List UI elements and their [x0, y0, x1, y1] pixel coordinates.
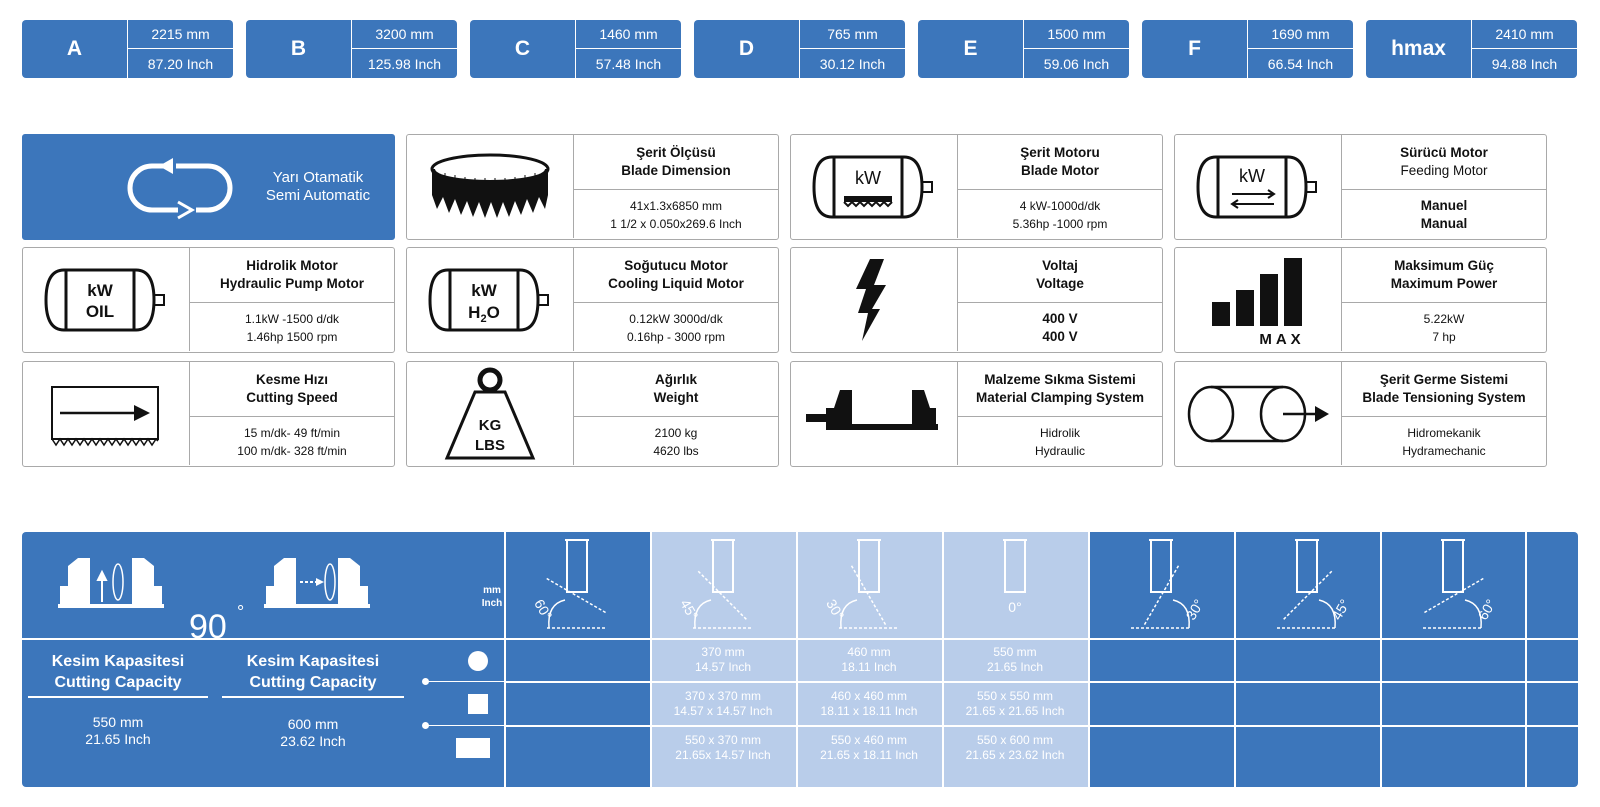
blade-tensioning-card — [1174, 361, 1547, 467]
capacity-cell-rect: 550 x 600 mm 21.65 x 23.62 Inch — [965, 732, 1065, 762]
cutting-speed-card — [22, 361, 395, 467]
dimension-e — [918, 20, 1129, 78]
horizontal-clamp-icon — [262, 554, 372, 610]
hydraulic-motor-icon — [36, 265, 176, 335]
capacity-value-right: 600 mm 23.62 Inch — [280, 716, 346, 749]
svg-text:kW: kW — [1239, 165, 1265, 186]
svg-text:kW: kW — [471, 280, 497, 300]
dimension-inch: 87.20 Inch — [147, 55, 214, 72]
feeding-motor-values: Manuel Manual — [1420, 197, 1468, 231]
cooling-motor-title: Soğutucu Motor Cooling Liquid Motor — [574, 248, 778, 303]
dimension-letter: C — [514, 37, 531, 60]
dimension-mm: 2410 mm — [1472, 20, 1577, 49]
dimension-mm: 1460 mm — [576, 20, 681, 49]
angle-label: 45° — [677, 596, 702, 623]
angle-label: 60° — [1474, 596, 1499, 623]
capacity-cell-square: 370 x 370 mm 14.57 x 14.57 Inch — [673, 688, 773, 718]
cutting-speed-values: 15 m/dk- 49 ft/min 100 m/dk- 328 ft/min — [237, 425, 347, 458]
tensioning-icon — [1183, 381, 1333, 447]
dimension-b — [246, 20, 457, 78]
dimension-letter: E — [963, 37, 978, 60]
angle-diagram-2 — [796, 532, 942, 638]
dimension-letter: D — [738, 37, 755, 60]
angle-label: 30° — [1182, 596, 1207, 623]
dimension-letter: A — [66, 37, 83, 60]
angle-label: 0° — [1008, 599, 1022, 615]
clamping-title: Malzeme Sıkma Sistemi Material Clamping System — [958, 362, 1162, 417]
angle-90-label: 90 — [189, 608, 227, 646]
capacity-cell-round: 550 mm 21.65 Inch — [986, 644, 1044, 674]
svg-text:MAX: MAX — [1259, 330, 1305, 348]
dimension-letter: B — [290, 37, 307, 60]
angle-label: 45° — [1328, 596, 1353, 623]
capacity-cell-rect: 550 x 370 mm 21.65x 14.57 Inch — [675, 732, 771, 762]
max-power-title: Maksimum Güç Maximum Power — [1342, 248, 1546, 303]
dimension-letter: F — [1188, 37, 1201, 60]
hydraulic-motor-card — [22, 247, 395, 353]
angle-degree-symbol: ° — [237, 602, 245, 622]
angle-diagram-4 — [1088, 532, 1234, 638]
capacity-cell-rect: 550 x 460 mm 21.65 x 18.11 Inch — [820, 732, 918, 762]
dimension-inch: 30.12 Inch — [819, 55, 886, 72]
rectangle-section-icon — [456, 738, 490, 758]
voltage-values: 400 V 400 V — [1042, 310, 1078, 344]
weight-title: Ağırlık Weight — [574, 362, 778, 417]
feeding-motor-card — [1174, 134, 1547, 240]
cutting-speed-icon — [46, 379, 166, 449]
capacity-cell-square: 550 x 550 mm 21.65 x 21.65 Inch — [965, 688, 1065, 718]
svg-text:H2O: $H_2O$ — [468, 302, 500, 325]
cutting-capacity-table — [22, 532, 1578, 787]
dimension-inch: 59.06 Inch — [1043, 55, 1110, 72]
dimension-mm: 3200 mm — [352, 20, 457, 49]
svg-text:LBS: LBS — [475, 436, 505, 454]
blade-dimension-values: 41x1.3x6850 mm 1 1/2 x 0.050x269.6 Inch — [610, 198, 742, 231]
dimension-mm: 1500 mm — [1024, 20, 1129, 49]
hydraulic-motor-title: Hidrolik Motor Hydraulic Pump Motor — [190, 248, 394, 303]
mode-label: Yarı Otamatik Semi Automatic — [265, 169, 371, 204]
power-bars-icon — [1198, 252, 1318, 348]
cooling-motor-icon — [420, 265, 560, 335]
blade-motor-values: 4 kW-1000d/dk 5.36hp -1000 rpm — [1012, 198, 1108, 231]
vertical-clamp-icon — [56, 554, 166, 610]
cycle-arrows-icon — [118, 150, 248, 228]
angle-label: 60° — [531, 596, 556, 623]
dimension-inch: 57.48 Inch — [595, 55, 662, 72]
blade-tensioning-title: Şerit Germe Sistemi Blade Tensioning System — [1342, 362, 1546, 417]
angle-diagram-0 — [504, 532, 650, 638]
blade-tensioning-values: Hidromekanik Hydramechanic — [1402, 425, 1486, 458]
angle-label: 30° — [823, 596, 848, 623]
voltage-card — [790, 247, 1163, 353]
svg-text:kW: kW — [87, 280, 113, 300]
weight-card — [406, 361, 779, 467]
dimension-a — [22, 20, 233, 78]
dimension-letter: hmax — [1391, 37, 1446, 60]
capacity-title-right: Kesim Kapasitesi Cutting Capacity — [246, 653, 380, 691]
square-section-icon — [468, 694, 488, 714]
max-power-card — [1174, 247, 1547, 353]
svg-text:kW: kW — [855, 167, 881, 188]
max-power-values: 5.22kW 7 hp — [1423, 311, 1465, 344]
dimension-mm: 2215 mm — [128, 20, 233, 49]
dimension-hmax — [1366, 20, 1577, 78]
capacity-cell-square: 460 x 460 mm 18.11 x 18.11 Inch — [820, 688, 918, 718]
dimension-inch: 94.88 Inch — [1491, 55, 1558, 72]
cooling-motor-values: 0.12kW 3000d/dk 0.16hp - 3000 rpm — [626, 311, 726, 344]
angle-diagram-5 — [1234, 532, 1380, 638]
capacity-value-left: 550 mm 21.65 Inch — [85, 714, 151, 747]
dimension-bar — [22, 20, 1578, 78]
dimension-f — [1142, 20, 1353, 78]
motor-icon — [804, 152, 944, 222]
dimension-d — [694, 20, 905, 78]
cooling-motor-card — [406, 247, 779, 353]
round-section-icon — [468, 651, 488, 671]
operation-mode-card — [22, 134, 395, 240]
angle-diagram-6 — [1380, 532, 1526, 638]
dimension-mm: 765 mm — [800, 20, 905, 49]
hydraulic-motor-values: 1.1kW -1500 d/dk 1.46hp 1500 rpm — [244, 311, 340, 344]
unit-label: mm Inch — [481, 585, 503, 609]
feeding-motor-icon — [1188, 152, 1328, 222]
capacity-title-left: Kesim Kapasitesi Cutting Capacity — [51, 653, 185, 691]
angle-diagram-1 — [650, 532, 796, 638]
blade-dimension-title: Şerit Ölçüsü Blade Dimension — [574, 135, 778, 190]
dimension-c — [470, 20, 681, 78]
saw-blade-icon — [425, 147, 555, 227]
dimension-inch: 66.54 Inch — [1267, 55, 1334, 72]
weight-icon — [435, 366, 545, 462]
weight-values: 2100 kg 4620 lbs — [653, 425, 699, 458]
angle-diagram-3 — [942, 532, 1088, 638]
dimension-mm: 1690 mm — [1248, 20, 1353, 49]
blade-dimension-card — [406, 134, 779, 240]
svg-text:KG: KG — [478, 416, 502, 434]
svg-text:OIL: OIL — [85, 301, 115, 321]
voltage-title: Voltaj Voltage — [958, 248, 1162, 303]
lightning-icon — [844, 257, 904, 343]
blade-motor-card — [790, 134, 1163, 240]
feeding-motor-title: Sürücü Motor Feeding Motor — [1342, 135, 1546, 190]
capacity-cell-round: 370 mm 14.57 Inch — [694, 644, 752, 674]
capacity-cell-round: 460 mm 18.11 Inch — [841, 644, 897, 674]
vise-clamp-icon — [804, 384, 944, 444]
clamping-card — [790, 361, 1163, 467]
clamping-values: Hidrolik Hydraulic — [1034, 425, 1085, 458]
blade-motor-title: Şerit Motoru Blade Motor — [958, 135, 1162, 190]
dimension-inch: 125.98 Inch — [367, 55, 442, 72]
cutting-speed-title: Kesme Hızı Cutting Speed — [190, 362, 394, 417]
